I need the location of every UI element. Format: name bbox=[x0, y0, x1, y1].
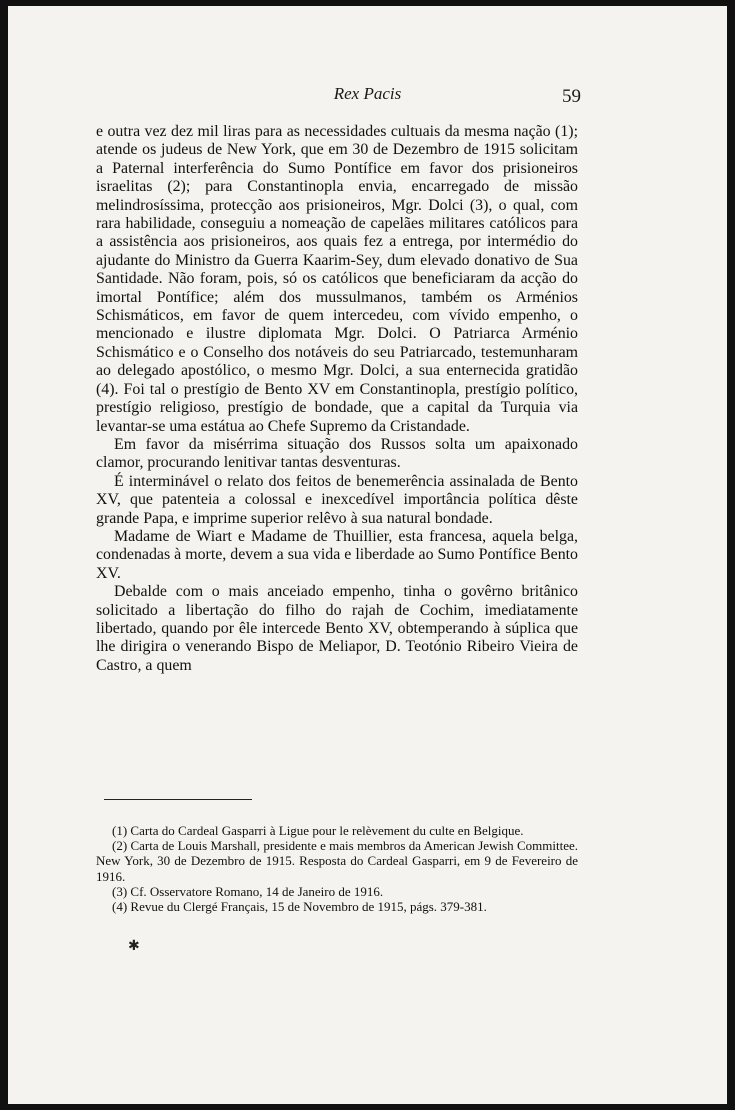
paragraph: Em favor da misérrima situação dos Russos solta um apaixonado clamor, procurando lenitivar tantas desventuras. bbox=[96, 435, 578, 472]
paragraph: e outra vez dez mil liras para as necessidades cultuais da mesma nação (1); atende os judeus de New York, que em 30 de Dezembro de 1915 solicitam a Paternal interferência do Sumo Pontífice em favor dos prisioneiros israelitas (2); para Constantinopla envia, encarregado de missão melindrosíssima, protecção aos prisioneiros, Mgr. Dolci (3), o qual, com rara habilidade, conseguiu a nomeação de capelães militares católicos para a assistência aos prisioneiros, aos quais fez a entrega, por intermédio do ajudante do Ministro da Guerra Kaarim-Sey, dum elevado donativo de Sua Santidade. Não foram, pois, só os católicos que beneficiaram da acção do imortal Pontífice; além dos mussulmanos, também os Arménios Schismáticos, em favor de quem intercedeu, com vívido empenho, o mencionado e ilustre diplomata Mgr. Dolci. O Patriarca Arménio Schismático e o Conselho dos notáveis do seu Patriarcado, testemunharam ao delegado apostólico, o mesmo Mgr. Dolci, a sua enternecida gratidão (4). Foi tal o prestígio de Bento XV em Constantinopla, prestígio político, prestígio religioso, prestígio de bondade, que a capital da Turquia via levantar-se uma estátua ao Chefe Supremo da Cristandade. bbox=[96, 123, 578, 435]
paragraph: Madame de Wiart e Madame de Thuillier, esta francesa, aquela belga, condenadas à morte, devem a sua vida e liberdade ao Sumo Pontífice Bento XV. bbox=[96, 527, 578, 582]
footnote: (4) Revue du Clergé Français, 15 de Novembro de 1915, págs. 379-381. bbox=[112, 899, 487, 915]
book-page bbox=[8, 6, 727, 1104]
footnote: (1) Carta do Cardeal Gasparri à Ligue pour le relèvement du culte en Belgique. bbox=[112, 823, 524, 838]
page-number: 59 bbox=[562, 86, 581, 107]
paragraph: Debalde com o mais anceiado empenho, tinha o govêrno britânico solicitado a libertação do filho do rajah de Cochim, imediatamente libertado, quando por êle intercede Bento XV, obtemperando à súplica que lhe dirigira o venerando Bispo de Meliapor, D. Teotónio Ribeiro Vieira de Castro, a quem bbox=[96, 583, 578, 674]
paragraph: É interminável o relato dos feitos de benemerência assinalada de Bento XV, que patenteia a colossal e inexcedível importância política dêste grande Papa, e imprime superior relêvo à sua natural bondade. bbox=[96, 472, 578, 527]
page-header bbox=[8, 84, 727, 108]
running-title: Rex Pacis bbox=[333, 84, 402, 103]
footnote-separator bbox=[104, 799, 252, 800]
footnote: (3) Cf. Osservatore Romano, 14 de Janeiro de 1916. bbox=[112, 883, 384, 899]
ornament-asterisk: ✱ bbox=[128, 938, 140, 954]
footnote: (2) Carta de Louis Marshall, presidente e mais membros da American Jewish Committee. New York, 30 de Dezembro de 1915. Resposta do Cardeal Gasparri, em 9 de Fevereiro de 1916. bbox=[96, 838, 578, 884]
footnotes bbox=[96, 823, 578, 914]
body-text bbox=[96, 123, 578, 675]
